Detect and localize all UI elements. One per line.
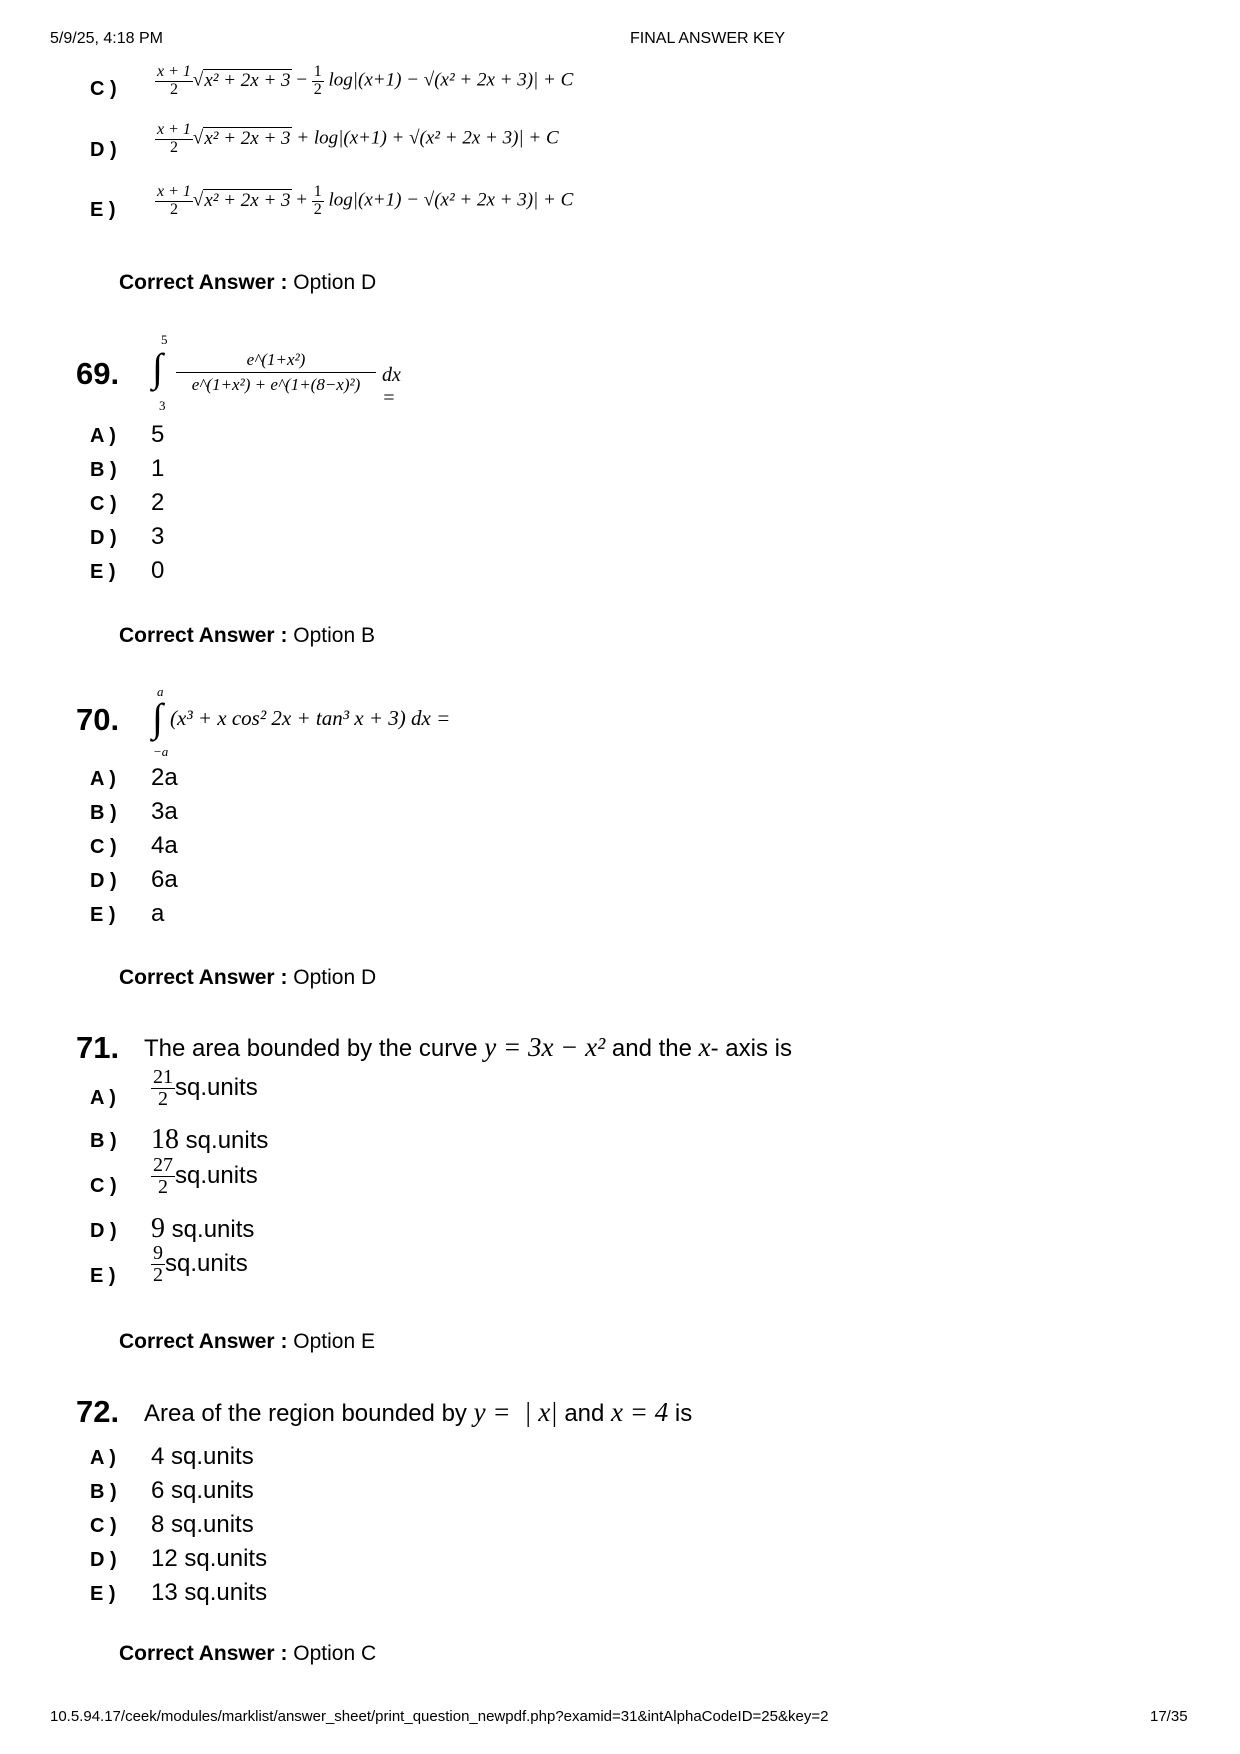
- page-number: 17/35: [1150, 1708, 1188, 1725]
- option-label: D ): [90, 1220, 117, 1242]
- option-label: E ): [90, 1265, 116, 1287]
- option-label: E ): [90, 1583, 116, 1605]
- option-value: 9 sq.units: [151, 1213, 255, 1244]
- option-label: D ): [90, 527, 117, 549]
- question-number: 71.: [76, 1030, 120, 1065]
- print-datetime: 5/9/25, 4:18 PM: [50, 30, 163, 47]
- question-number: 70.: [76, 702, 120, 737]
- option-label: D ): [90, 139, 117, 161]
- option-d-formula: $\frac{x + 1}{2}$ √x² + 2x + 3 + log|(x+1) + √(x² + 2x + 3)| + C: [157, 121, 559, 156]
- page-url: 10.5.94.17/ceek/modules/marklist/answer_sheet/print_question_newpdf.php?examid=31&intAlphaCodeID=25&key=2: [50, 1708, 829, 1725]
- option-label: C ): [90, 78, 117, 100]
- question-text: Area of the region bounded by y = | x| and x = 4 is: [144, 1397, 693, 1427]
- option-value: 5: [151, 421, 165, 448]
- correct-answer: Correct Answer : Option B: [119, 624, 375, 647]
- question-number: 69.: [76, 356, 120, 391]
- option-value: $\frac{21}{2}$ sq.units: [153, 1066, 258, 1110]
- option-label: A ): [90, 1447, 116, 1469]
- option-e-formula: $\frac{x + 1}{2}$ √x² + 2x + 3 + $\frac{1}{2}$ log|(x+1) − √(x² + 2x + 3)| + C: [157, 183, 574, 218]
- option-value: 6 sq.units: [151, 1477, 254, 1504]
- option-value: 2: [151, 489, 165, 516]
- option-value: 13 sq.units: [151, 1579, 268, 1606]
- option-value: 4a: [151, 832, 178, 859]
- option-value: $\frac{9}{2}$ sq.units: [153, 1242, 248, 1286]
- option-value: 18 sq.units: [151, 1124, 269, 1155]
- option-value: 4 sq.units: [151, 1443, 254, 1470]
- option-label: C ): [90, 1175, 117, 1197]
- option-label: A ): [90, 1087, 116, 1109]
- option-value: 2a: [151, 764, 178, 791]
- option-label: A ): [90, 768, 116, 790]
- option-label: E ): [90, 904, 116, 926]
- option-value: $\frac{27}{2}$ sq.units: [153, 1154, 258, 1198]
- question-text: The area bounded by the curve y = 3x − x² and the x- axis is: [144, 1032, 792, 1062]
- integral-expression: a ∫ −a (x³ + x cos² 2x + tan³ x + 3) dx =: [152, 684, 451, 759]
- option-label: C ): [90, 1515, 117, 1537]
- option-value: 3a: [151, 798, 178, 825]
- option-label: E ): [90, 561, 116, 583]
- option-label: B ): [90, 802, 117, 824]
- option-label: B ): [90, 1481, 117, 1503]
- option-label: B ): [90, 1130, 117, 1152]
- correct-answer: Correct Answer : Option C: [119, 1642, 377, 1665]
- option-label: C ): [90, 836, 117, 858]
- option-value: 12 sq.units: [151, 1545, 268, 1572]
- option-value: 0: [151, 557, 165, 584]
- option-value: 8 sq.units: [151, 1511, 254, 1538]
- correct-answer: Correct Answer : Option D: [119, 271, 377, 294]
- option-value: 3: [151, 523, 165, 550]
- option-value: a: [151, 900, 165, 927]
- option-label: C ): [90, 493, 117, 515]
- option-label: D ): [90, 1549, 117, 1571]
- option-label: A ): [90, 425, 116, 447]
- option-value: 6a: [151, 866, 178, 893]
- integral-expression: 5 ∫ 3 e^(1+x²) e^(1+x²) + e^(1+(8−x)²) dx =: [152, 332, 401, 413]
- option-label: E ): [90, 199, 116, 221]
- option-label: B ): [90, 459, 117, 481]
- page-title: FINAL ANSWER KEY: [630, 30, 785, 47]
- correct-answer: Correct Answer : Option E: [119, 1330, 375, 1353]
- option-c-formula: $\frac{x + 1}{2}$ √x² + 2x + 3 − $\frac{1}{2}$ log|(x+1) − √(x² + 2x + 3)| + C: [157, 63, 574, 98]
- correct-answer: Correct Answer : Option D: [119, 966, 377, 989]
- option-label: D ): [90, 870, 117, 892]
- option-value: 1: [151, 455, 165, 482]
- question-number: 72.: [76, 1394, 120, 1429]
